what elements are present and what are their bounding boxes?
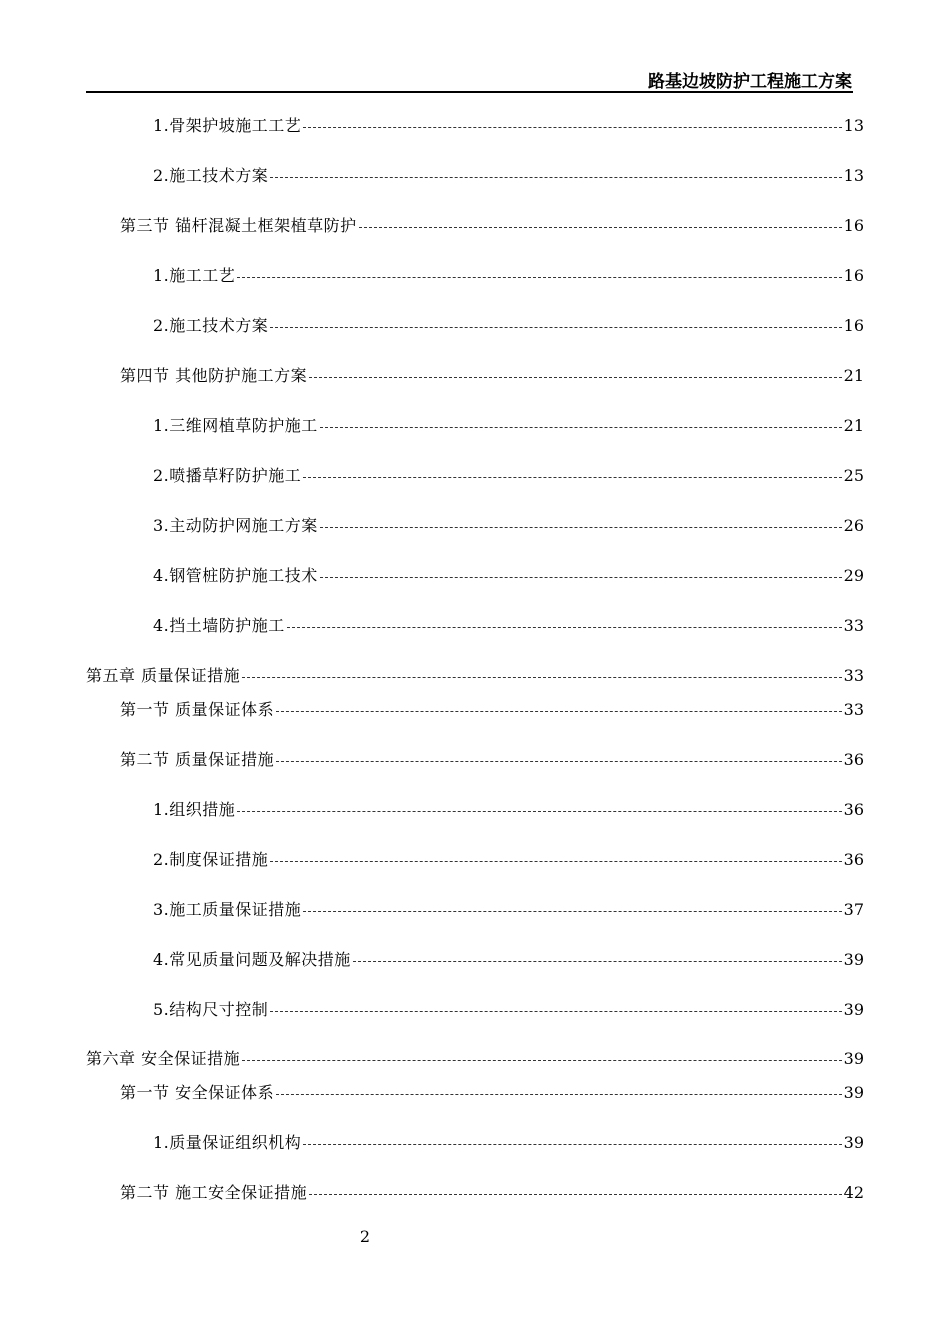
toc-entry[interactable] [153, 614, 864, 638]
toc-entry-title: 1.三维网植草防护施工 [153, 416, 318, 435]
toc-entry[interactable] [86, 1047, 864, 1071]
toc-entry[interactable] [120, 748, 864, 772]
toc-entry-page: 33 [843, 666, 864, 685]
toc-entry[interactable] [86, 664, 864, 688]
toc-entry-title: 4.钢管桩防护施工技术 [153, 566, 318, 585]
toc-entry-title: 2.施工技术方案 [153, 316, 269, 335]
toc-entry[interactable] [153, 114, 864, 138]
toc-entry[interactable] [120, 1081, 864, 1105]
toc-entry[interactable] [153, 414, 864, 438]
toc-entry[interactable] [153, 564, 864, 588]
toc-dot-leader [309, 377, 842, 378]
toc-entry-page: 39 [843, 1083, 864, 1102]
toc-entry-title: 3.主动防护网施工方案 [153, 516, 318, 535]
toc-entry[interactable] [153, 948, 864, 972]
toc-entry[interactable] [153, 848, 864, 872]
toc-entry-title: 2.施工技术方案 [153, 166, 269, 185]
toc-dot-leader [320, 527, 842, 528]
toc-entry[interactable] [153, 264, 864, 288]
toc-entry-title: 第二节 施工安全保证措施 [120, 1183, 308, 1202]
toc-entry[interactable] [153, 514, 864, 538]
toc-entry-title: 1.组织措施 [153, 800, 236, 819]
toc-entry-title: 5.结构尺寸控制 [153, 1000, 269, 1019]
toc-entry-title: 4.挡土墙防护施工 [153, 616, 285, 635]
page-number: 2 [359, 1227, 371, 1246]
toc-entry-page: 39 [843, 950, 864, 969]
toc-entry-title: 第三节 锚杆混凝土框架植草防护 [120, 216, 357, 235]
toc-dot-leader [242, 677, 842, 678]
toc-entry-page: 39 [843, 1133, 864, 1152]
toc-entry-page: 13 [843, 166, 864, 185]
toc-entry-page: 25 [843, 466, 864, 485]
toc-entry[interactable] [153, 464, 864, 488]
toc-dot-leader [320, 427, 842, 428]
toc-entry-title: 3.施工质量保证措施 [153, 900, 302, 919]
toc-entry-page: 16 [843, 266, 864, 285]
toc-dot-leader [353, 961, 842, 962]
toc-entry-title: 2.制度保证措施 [153, 850, 269, 869]
toc-entry-title: 第一节 安全保证体系 [120, 1083, 275, 1102]
toc-entry[interactable] [120, 364, 864, 388]
toc-dot-leader [320, 577, 842, 578]
toc-entry-title: 第四节 其他防护施工方案 [120, 366, 308, 385]
toc-entry-page: 29 [843, 566, 864, 585]
toc-entry-title: 1.施工工艺 [153, 266, 236, 285]
toc-dot-leader [270, 327, 841, 328]
toc-entry[interactable] [153, 1131, 864, 1155]
toc-entry[interactable] [153, 998, 864, 1022]
toc-dot-leader [237, 277, 841, 278]
toc-dot-leader [309, 1194, 842, 1195]
toc-entry-page: 39 [843, 1049, 864, 1068]
toc-entry-page: 16 [843, 316, 864, 335]
toc-dot-leader [303, 477, 841, 478]
toc-entry-title: 第六章 安全保证措施 [86, 1049, 241, 1068]
toc-dot-leader [270, 1011, 841, 1012]
toc-entry-page: 36 [843, 800, 864, 819]
toc-entry-page: 36 [843, 850, 864, 869]
toc-dot-leader [287, 627, 842, 628]
toc-entry-page: 13 [843, 116, 864, 135]
toc-entry-title: 4.常见质量问题及解决措施 [153, 950, 351, 969]
toc-entry-title: 第五章 质量保证措施 [86, 666, 241, 685]
toc-entry-page: 39 [843, 1000, 864, 1019]
toc-dot-leader [303, 1144, 841, 1145]
toc-entry-title: 1.质量保证组织机构 [153, 1133, 302, 1152]
toc-dot-leader [276, 1094, 842, 1095]
toc-entry-page: 33 [843, 616, 864, 635]
toc-dot-leader [303, 127, 841, 128]
toc-entry[interactable] [153, 898, 864, 922]
toc-dot-leader [276, 711, 842, 712]
toc-entry[interactable] [153, 314, 864, 338]
toc-dot-leader [270, 177, 841, 178]
toc-entry-page: 21 [843, 416, 864, 435]
toc-entry[interactable] [153, 798, 864, 822]
toc-entry-title: 2.喷播草籽防护施工 [153, 466, 302, 485]
toc-entry-page: 21 [843, 366, 864, 385]
toc-entry-title: 1.骨架护坡施工工艺 [153, 116, 302, 135]
toc-entry[interactable] [120, 214, 864, 238]
toc-entry-title: 第二节 质量保证措施 [120, 750, 275, 769]
toc-entry[interactable] [120, 698, 864, 722]
toc-entry-page: 37 [843, 900, 864, 919]
toc-entry-title: 第一节 质量保证体系 [120, 700, 275, 719]
document-header-title: 路基边坡防护工程施工方案 [648, 72, 852, 92]
toc-dot-leader [242, 1060, 842, 1061]
toc-entry[interactable] [120, 1181, 864, 1205]
toc-entry-page: 42 [843, 1183, 864, 1202]
toc-dot-leader [276, 761, 842, 762]
toc-dot-leader [359, 227, 842, 228]
toc-entry-page: 16 [843, 216, 864, 235]
toc-dot-leader [237, 811, 841, 812]
toc-dot-leader [303, 911, 841, 912]
toc-entry-page: 26 [843, 516, 864, 535]
toc-dot-leader [270, 861, 841, 862]
toc-entry-page: 33 [843, 700, 864, 719]
toc-entry-page: 36 [843, 750, 864, 769]
toc-entry[interactable] [153, 164, 864, 188]
